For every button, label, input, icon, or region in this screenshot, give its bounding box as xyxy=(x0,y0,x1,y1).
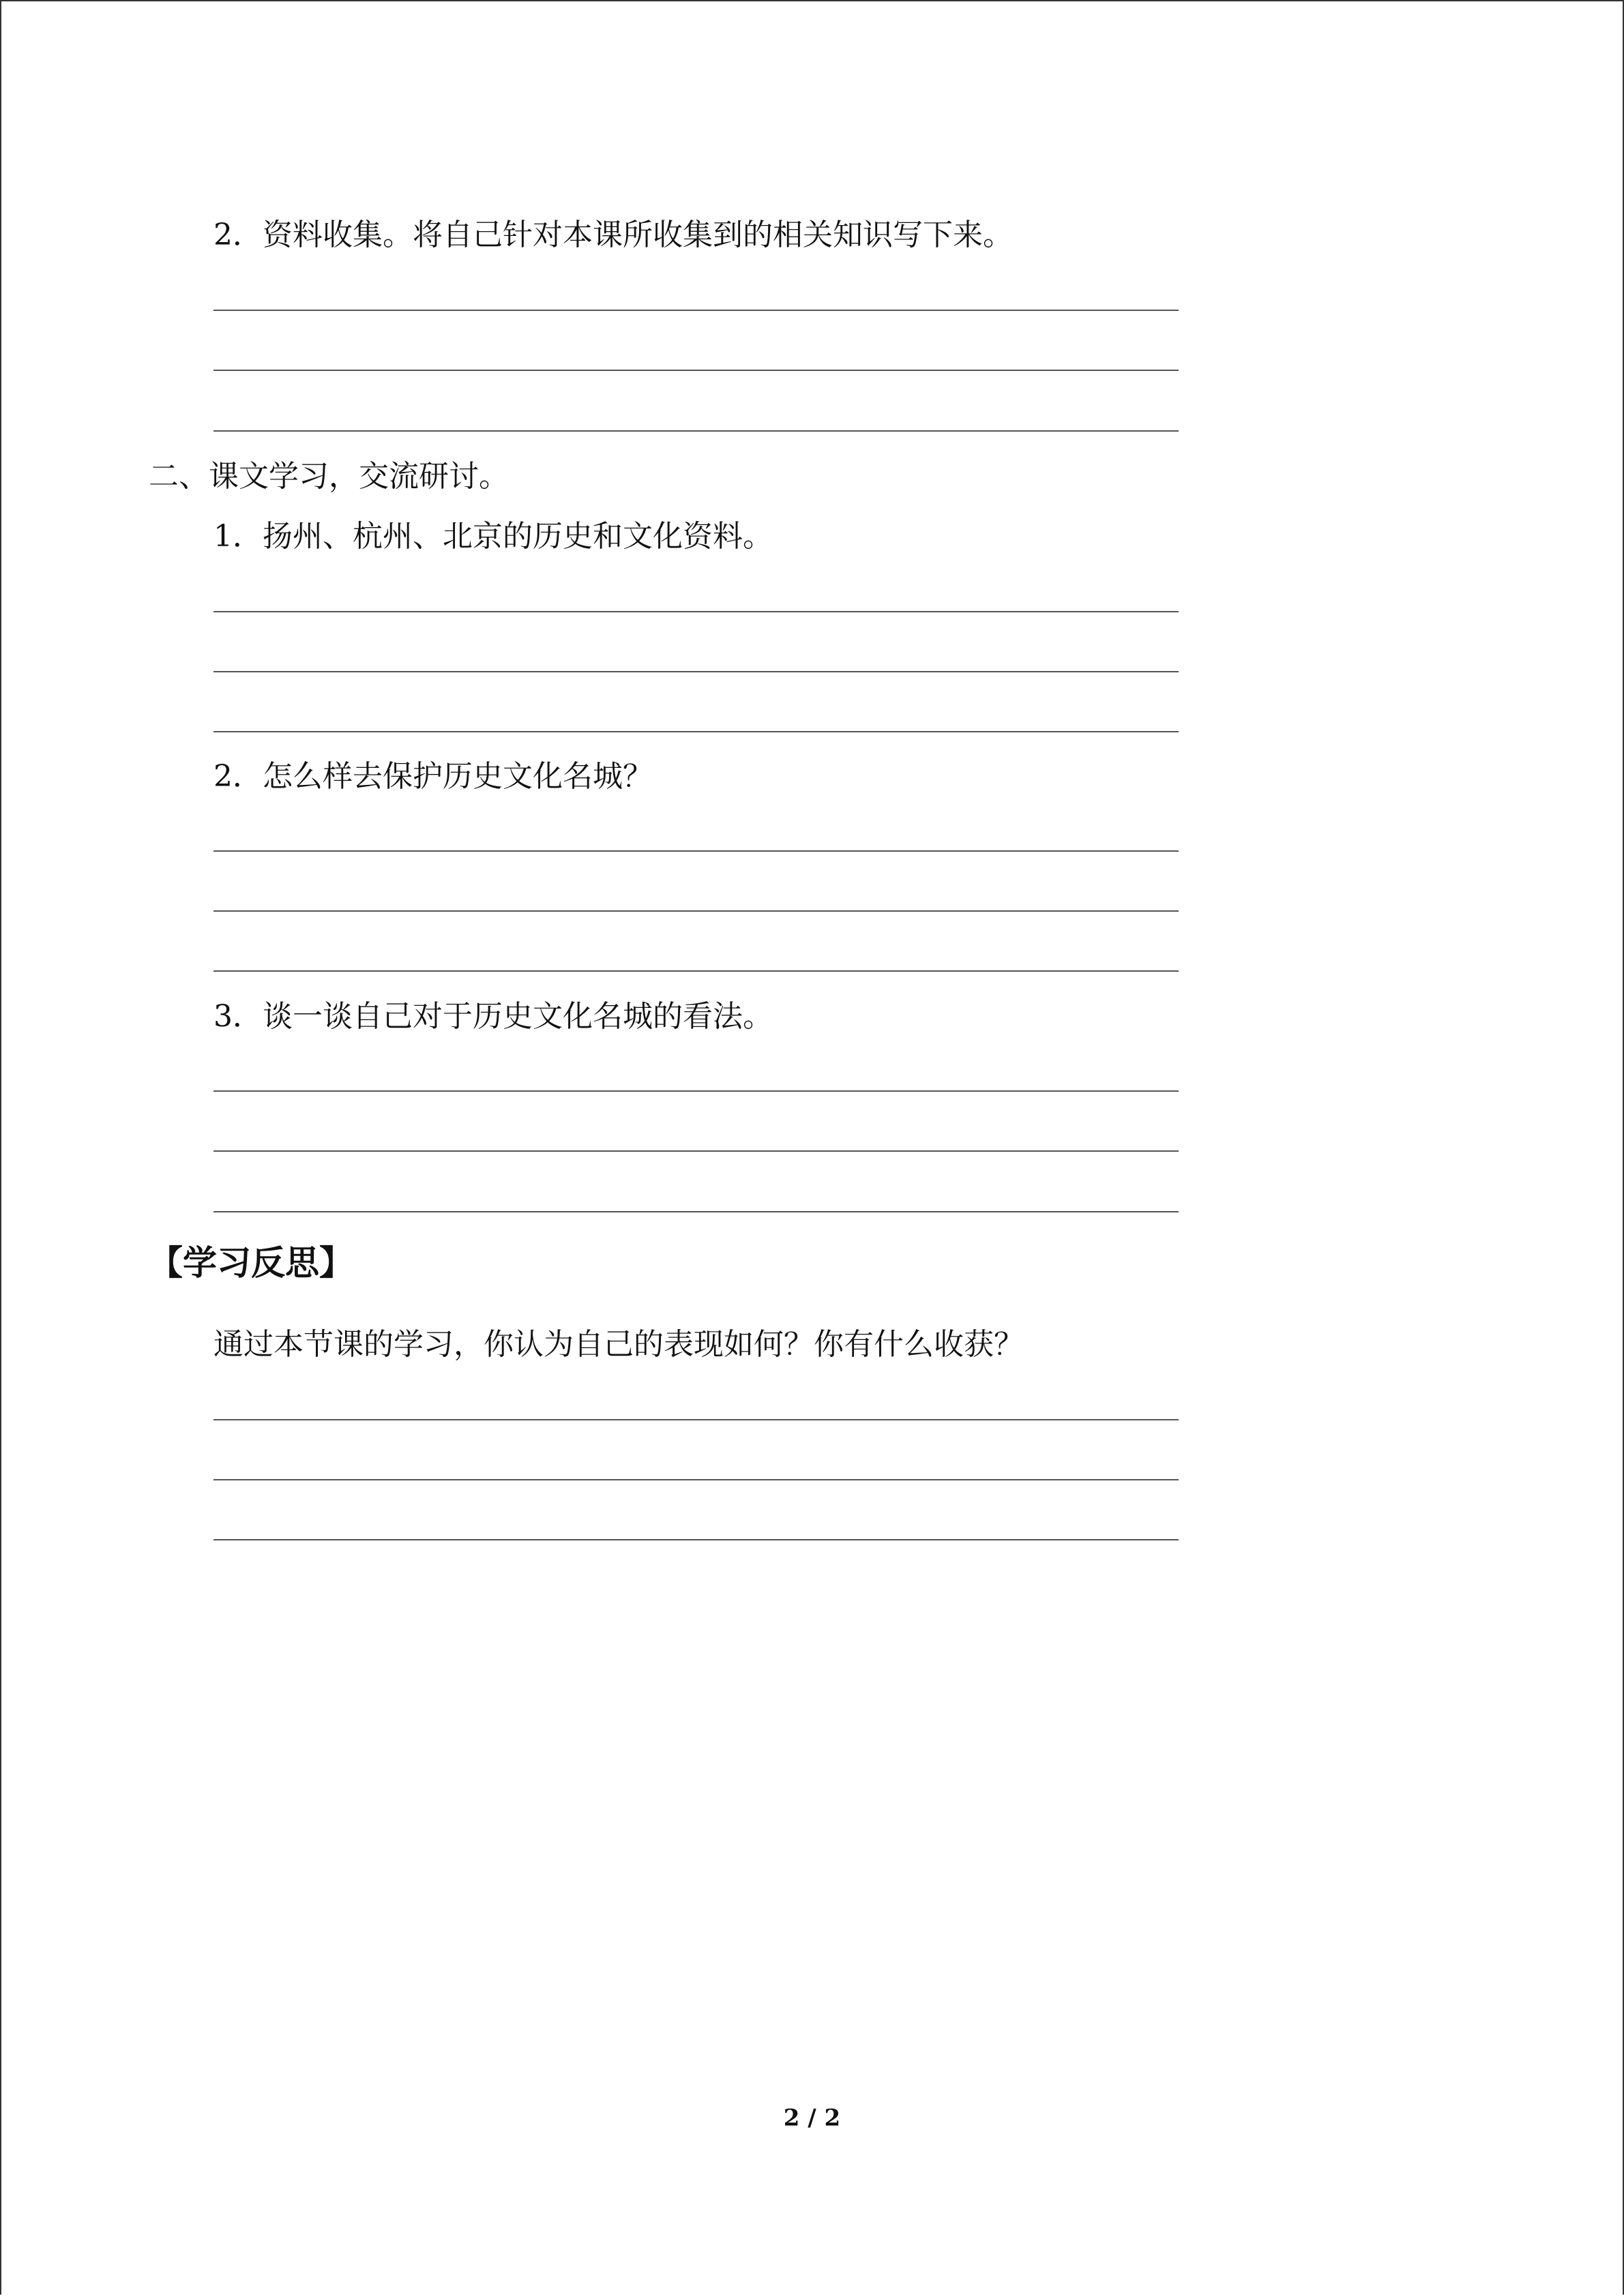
reflection-heading: 【学习反思】 xyxy=(149,1243,353,1283)
answer-line[interactable] xyxy=(213,1211,1179,1212)
answer-line[interactable] xyxy=(213,671,1179,672)
question-collect-materials: 2．资料收集。将自己针对本课所收集到的相关知识写下来。 xyxy=(213,218,1013,252)
answer-line[interactable] xyxy=(213,731,1179,732)
answer-line[interactable] xyxy=(213,1419,1179,1420)
answer-line[interactable] xyxy=(213,1479,1179,1480)
answer-line[interactable] xyxy=(213,1090,1179,1092)
question-protect-cities: 2．怎么样去保护历史文化名城？ xyxy=(213,759,653,794)
answer-line[interactable] xyxy=(213,850,1179,852)
page-number: 2 / 2 xyxy=(783,2104,841,2132)
answer-line[interactable] xyxy=(213,430,1179,432)
answer-line[interactable] xyxy=(213,611,1179,612)
answer-line[interactable] xyxy=(213,1539,1179,1540)
answer-line[interactable] xyxy=(213,970,1179,972)
answer-line[interactable] xyxy=(213,1150,1179,1152)
question-personal-view: 3．谈一谈自己对于历史文化名城的看法。 xyxy=(213,999,773,1034)
answer-line[interactable] xyxy=(213,370,1179,371)
answer-line[interactable] xyxy=(213,310,1179,311)
section-title-text-study: 二、课文学习，交流研讨。 xyxy=(149,459,509,494)
answer-line[interactable] xyxy=(213,910,1179,912)
question-city-history: 1．扬州、杭州、北京的历史和文化资料。 xyxy=(213,519,773,554)
reflection-prompt: 通过本节课的学习，你认为自己的表现如何？你有什么收获？ xyxy=(213,1327,1024,1362)
